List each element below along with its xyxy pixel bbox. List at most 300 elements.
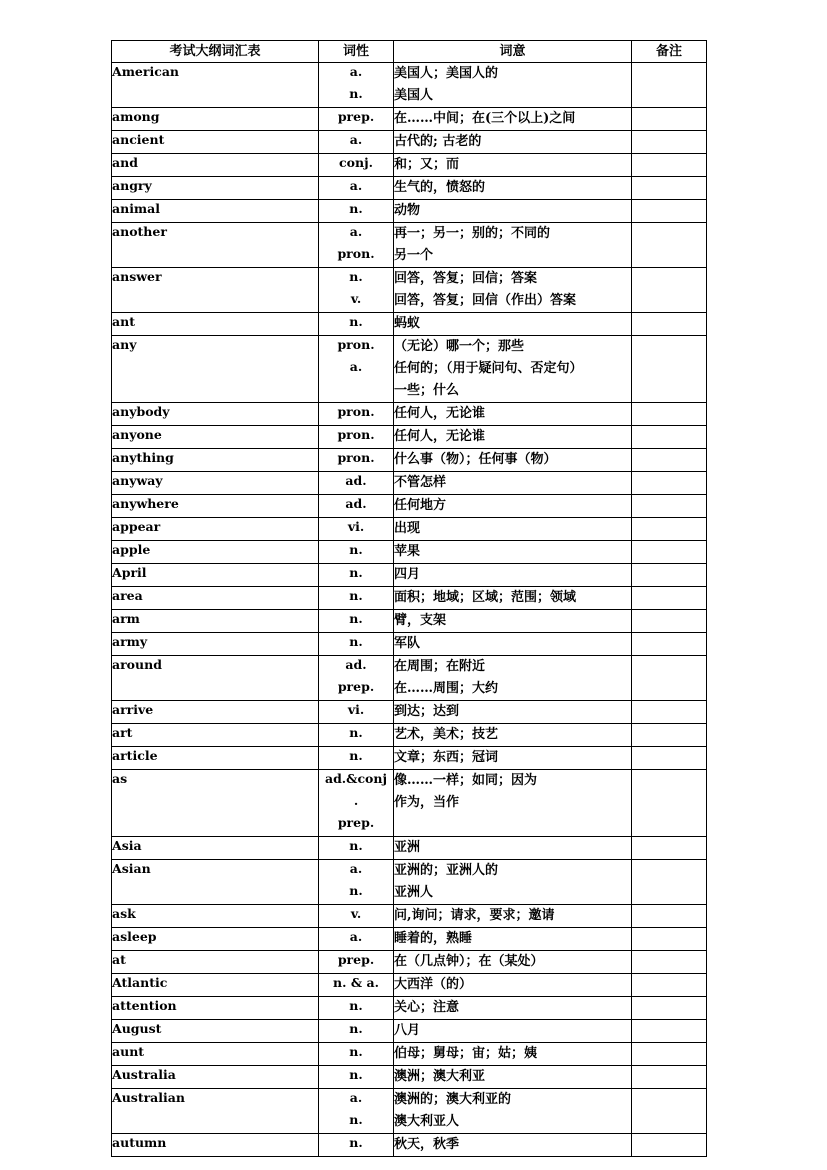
note-cell <box>632 403 707 426</box>
pos-cell <box>319 472 394 495</box>
note-cell <box>632 336 707 403</box>
meaning-text: 面积；地域；区域；范围；领域 <box>394 590 577 605</box>
meaning-text: 亚洲人 <box>394 885 434 900</box>
note-cell <box>632 951 707 974</box>
meaning-cell <box>394 724 632 747</box>
pos-cell <box>319 860 394 905</box>
word-cell <box>112 837 319 860</box>
note-cell <box>632 154 707 177</box>
word-cell <box>112 495 319 518</box>
pos-cell <box>319 770 394 837</box>
meaning-cell <box>394 633 632 656</box>
meaning-text: 回答，答复；回信（作出）答案 <box>394 293 577 308</box>
meaning-cell <box>394 656 632 701</box>
meaning-text: 任何的；（用于疑问句、否定句） <box>394 361 583 376</box>
pos-text: n. <box>349 838 363 853</box>
meaning-text: 美国人 <box>394 88 434 103</box>
word-text: Australia <box>112 1067 176 1082</box>
pos-text: n. <box>349 269 363 284</box>
pos-text: n. <box>349 1135 363 1150</box>
meaning-text: 澳大利亚人 <box>394 1114 460 1129</box>
pos-text: n. <box>349 86 363 101</box>
table-row <box>112 1089 707 1134</box>
table-row <box>112 63 707 108</box>
meaning-cell <box>394 928 632 951</box>
meaning-cell <box>394 1043 632 1066</box>
word-text: at <box>112 952 126 967</box>
table-row <box>112 336 707 403</box>
pos-text: pron. <box>337 246 375 261</box>
word-text: arm <box>112 611 140 626</box>
pos-cell <box>319 837 394 860</box>
word-cell <box>112 997 319 1020</box>
note-cell <box>632 518 707 541</box>
pos-text: prep. <box>337 109 375 124</box>
table-row <box>112 154 707 177</box>
note-cell <box>632 837 707 860</box>
meaning-cell <box>394 63 632 108</box>
pos-cell <box>319 313 394 336</box>
meaning-text: 再一；另一；别的；不同的 <box>394 226 551 241</box>
word-text: animal <box>112 201 161 216</box>
meaning-cell <box>394 587 632 610</box>
word-text: around <box>112 657 162 672</box>
pos-cell <box>319 564 394 587</box>
word-cell <box>112 951 319 974</box>
pos-cell <box>319 541 394 564</box>
note-cell <box>632 449 707 472</box>
note-cell <box>632 724 707 747</box>
meaning-cell <box>394 747 632 770</box>
pos-cell <box>319 449 394 472</box>
meaning-cell <box>394 860 632 905</box>
word-cell <box>112 200 319 223</box>
pos-text: pron. <box>337 337 375 352</box>
meaning-cell <box>394 1020 632 1043</box>
word-cell <box>112 403 319 426</box>
meaning-text: 和；又；而 <box>394 157 460 172</box>
meaning-text: 在……周围；大约 <box>394 681 499 696</box>
word-text: army <box>112 634 148 649</box>
pos-text: n. <box>349 634 363 649</box>
pos-cell <box>319 426 394 449</box>
meaning-cell <box>394 610 632 633</box>
pos-text: ad. <box>345 473 367 488</box>
pos-text: prep. <box>337 679 375 694</box>
pos-cell <box>319 268 394 313</box>
pos-text: n. <box>349 1112 363 1127</box>
pos-cell <box>319 656 394 701</box>
meaning-text: 一些；什么 <box>394 383 460 398</box>
meaning-cell <box>394 154 632 177</box>
meaning-text: 古代的; 古老的 <box>394 134 482 149</box>
table-row <box>112 633 707 656</box>
note-cell <box>632 610 707 633</box>
pos-cell <box>319 177 394 200</box>
meaning-text <box>394 814 631 836</box>
pos-cell <box>319 951 394 974</box>
word-text: Atlantic <box>112 975 168 990</box>
table-row <box>112 518 707 541</box>
word-text: any <box>112 337 137 352</box>
word-text: anything <box>112 450 174 465</box>
pos-text: a. <box>349 1090 363 1105</box>
pos-text: a. <box>349 132 363 147</box>
pos-text: n. <box>349 201 363 216</box>
word-text: Asia <box>112 838 142 853</box>
pos-text: pron. <box>337 404 375 419</box>
meaning-cell <box>394 472 632 495</box>
pos-text: prep. <box>337 952 375 967</box>
table-row <box>112 610 707 633</box>
note-cell <box>632 701 707 724</box>
word-text: April <box>112 565 147 580</box>
pos-cell <box>319 108 394 131</box>
word-text: area <box>112 588 143 603</box>
table-row <box>112 1134 707 1157</box>
word-text: aunt <box>112 1044 145 1059</box>
meaning-text: 蚂蚁 <box>394 316 421 331</box>
header-pos: 词性 <box>319 41 394 63</box>
word-text: attention <box>112 998 177 1013</box>
meaning-text: 澳洲的；澳大利亚的 <box>394 1092 512 1107</box>
meaning-cell <box>394 426 632 449</box>
table-row <box>112 997 707 1020</box>
table-row <box>112 860 707 905</box>
word-cell <box>112 974 319 997</box>
word-text: August <box>112 1021 162 1036</box>
meaning-cell <box>394 336 632 403</box>
table-row <box>112 313 707 336</box>
note-cell <box>632 108 707 131</box>
pos-cell <box>319 518 394 541</box>
pos-text: v. <box>350 291 362 306</box>
note-cell <box>632 905 707 928</box>
word-cell <box>112 564 319 587</box>
meaning-cell <box>394 403 632 426</box>
table-row <box>112 770 707 837</box>
word-text: apple <box>112 542 151 557</box>
word-text: anyway <box>112 473 163 488</box>
meaning-text: 文章；东西；冠词 <box>394 750 499 765</box>
meaning-text: 任何人，无论谁 <box>394 429 486 444</box>
word-cell <box>112 1043 319 1066</box>
meaning-text: 不管怎样 <box>394 475 447 490</box>
note-cell <box>632 541 707 564</box>
meaning-text: 任何人，无论谁 <box>394 406 486 421</box>
word-cell <box>112 268 319 313</box>
pos-text: n. <box>349 611 363 626</box>
meaning-text: 生气的，愤怒的 <box>394 180 486 195</box>
table-row <box>112 268 707 313</box>
word-cell <box>112 541 319 564</box>
meaning-text: 作为，当作 <box>394 795 460 810</box>
pos-text: ad. <box>345 496 367 511</box>
pos-text: n. <box>349 542 363 557</box>
meaning-text: 在……中间；在(三个以上)之间 <box>394 111 576 126</box>
table-row <box>112 724 707 747</box>
pos-text: n. <box>349 1021 363 1036</box>
pos-text: v. <box>350 906 362 921</box>
word-text: Asian <box>112 861 151 876</box>
table-row <box>112 974 707 997</box>
note-cell <box>632 587 707 610</box>
meaning-text: 亚洲 <box>394 840 421 855</box>
meaning-cell <box>394 974 632 997</box>
pos-cell <box>319 701 394 724</box>
meaning-text: 在周围；在附近 <box>394 659 486 674</box>
note-cell <box>632 974 707 997</box>
note-cell <box>632 200 707 223</box>
word-text: anybody <box>112 404 170 419</box>
pos-cell <box>319 1089 394 1134</box>
table-row <box>112 403 707 426</box>
note-cell <box>632 770 707 837</box>
pos-text: a. <box>349 224 363 239</box>
meaning-text: 亚洲的；亚洲人的 <box>394 863 499 878</box>
pos-text: n. <box>349 725 363 740</box>
word-text: and <box>112 155 138 170</box>
table-row <box>112 200 707 223</box>
meaning-cell <box>394 495 632 518</box>
word-text: Australian <box>112 1090 185 1105</box>
pos-cell <box>319 1066 394 1089</box>
pos-cell <box>319 997 394 1020</box>
pos-cell <box>319 403 394 426</box>
meaning-cell <box>394 108 632 131</box>
table-row <box>112 951 707 974</box>
word-cell <box>112 747 319 770</box>
note-cell <box>632 564 707 587</box>
pos-text: n. <box>349 883 363 898</box>
word-text: as <box>112 771 128 786</box>
pos-cell <box>319 974 394 997</box>
table-row <box>112 223 707 268</box>
meaning-text: 大西洋（的） <box>394 977 473 992</box>
word-cell <box>112 928 319 951</box>
word-cell <box>112 770 319 837</box>
meaning-cell <box>394 223 632 268</box>
table-row <box>112 701 707 724</box>
table-row <box>112 1043 707 1066</box>
table-row <box>112 541 707 564</box>
meaning-text: 臂，支架 <box>394 613 447 628</box>
word-text: among <box>112 109 160 124</box>
meaning-text: 四月 <box>394 567 421 582</box>
meaning-cell <box>394 701 632 724</box>
pos-text: n. <box>349 565 363 580</box>
pos-text: a. <box>349 861 363 876</box>
pos-cell <box>319 154 394 177</box>
meaning-text: 关心；注意 <box>394 1000 460 1015</box>
word-text: angry <box>112 178 152 193</box>
meaning-cell <box>394 268 632 313</box>
meaning-cell <box>394 131 632 154</box>
meaning-cell <box>394 770 632 837</box>
table-row <box>112 564 707 587</box>
note-cell <box>632 426 707 449</box>
meaning-text: 美国人；美国人的 <box>394 66 499 81</box>
table-row <box>112 495 707 518</box>
meaning-text: 任何地方 <box>394 498 447 513</box>
table-row <box>112 747 707 770</box>
table-row <box>112 1066 707 1089</box>
pos-text: ad. <box>345 657 367 672</box>
meaning-text: 回答，答复；回信；答案 <box>394 271 538 286</box>
meaning-text: 军队 <box>394 636 421 651</box>
pos-text: pron. <box>337 450 375 465</box>
pos-cell <box>319 610 394 633</box>
word-cell <box>112 633 319 656</box>
meaning-text: 像……一样；如同；因为 <box>394 773 538 788</box>
word-text: art <box>112 725 133 740</box>
pos-text: n. <box>349 998 363 1013</box>
word-cell <box>112 108 319 131</box>
meaning-cell <box>394 564 632 587</box>
pos-text: a. <box>349 929 363 944</box>
pos-cell <box>319 1134 394 1157</box>
word-cell <box>112 1066 319 1089</box>
pos-text: vi. <box>347 702 365 717</box>
table-row <box>112 449 707 472</box>
meaning-text: 八月 <box>394 1023 421 1038</box>
meaning-text: 什么事（物）；任何事（物） <box>394 452 557 467</box>
pos-cell <box>319 200 394 223</box>
meaning-text: 伯母；舅母；宙；姑；姨 <box>394 1046 538 1061</box>
word-cell <box>112 701 319 724</box>
pos-cell <box>319 63 394 108</box>
word-text: anyone <box>112 427 162 442</box>
meaning-cell <box>394 1066 632 1089</box>
word-text: asleep <box>112 929 157 944</box>
note-cell <box>632 63 707 108</box>
meaning-text: 苹果 <box>394 544 421 559</box>
meaning-cell <box>394 837 632 860</box>
word-text: autumn <box>112 1135 167 1150</box>
note-cell <box>632 495 707 518</box>
word-cell <box>112 223 319 268</box>
word-text: answer <box>112 269 162 284</box>
note-cell <box>632 313 707 336</box>
word-text: another <box>112 224 167 239</box>
note-cell <box>632 633 707 656</box>
pos-cell <box>319 1043 394 1066</box>
pos-text: a. <box>349 64 363 79</box>
pos-cell <box>319 905 394 928</box>
table-row <box>112 426 707 449</box>
word-cell <box>112 1134 319 1157</box>
note-cell <box>632 223 707 268</box>
vocabulary-table <box>111 40 707 1157</box>
meaning-text: 秋天，秋季 <box>394 1137 460 1152</box>
word-cell <box>112 449 319 472</box>
meaning-text: 在（几点钟）；在（某处） <box>394 954 544 969</box>
meaning-cell <box>394 905 632 928</box>
table-row <box>112 656 707 701</box>
meaning-cell <box>394 951 632 974</box>
meaning-cell <box>394 997 632 1020</box>
note-cell <box>632 1134 707 1157</box>
table-row <box>112 905 707 928</box>
meaning-text: （无论）哪一个；那些 <box>394 339 525 354</box>
pos-cell <box>319 724 394 747</box>
pos-text: a. <box>349 178 363 193</box>
word-cell <box>112 426 319 449</box>
word-cell <box>112 63 319 108</box>
pos-text: pron. <box>337 427 375 442</box>
meaning-text: 澳洲；澳大利亚 <box>394 1069 486 1084</box>
meaning-cell <box>394 313 632 336</box>
header-word: 考试大纲词汇表 <box>112 41 319 63</box>
meaning-text: 到达；达到 <box>394 704 460 719</box>
meaning-text: 艺术，美术；技艺 <box>394 727 499 742</box>
note-cell <box>632 997 707 1020</box>
word-text: arrive <box>112 702 154 717</box>
header-note: 备注 <box>632 41 707 63</box>
word-cell <box>112 313 319 336</box>
note-cell <box>632 656 707 701</box>
note-cell <box>632 1020 707 1043</box>
meaning-cell <box>394 200 632 223</box>
pos-cell <box>319 1020 394 1043</box>
table-row <box>112 131 707 154</box>
word-cell <box>112 154 319 177</box>
pos-cell <box>319 336 394 403</box>
pos-cell <box>319 587 394 610</box>
meaning-text: 睡着的，熟睡 <box>394 931 473 946</box>
word-text: ancient <box>112 132 165 147</box>
word-cell <box>112 472 319 495</box>
pos-text: n. <box>349 1044 363 1059</box>
word-cell <box>112 905 319 928</box>
pos-text: n. <box>349 588 363 603</box>
meaning-text: 问,询问；请求，要求；邀请 <box>394 908 555 923</box>
pos-text: conj. <box>339 155 373 170</box>
pos-cell <box>319 223 394 268</box>
note-cell <box>632 747 707 770</box>
table-row <box>112 177 707 200</box>
word-cell <box>112 724 319 747</box>
note-cell <box>632 928 707 951</box>
pos-text: n. <box>349 1067 363 1082</box>
meaning-text: 另一个 <box>394 248 434 263</box>
word-cell <box>112 860 319 905</box>
pos-cell <box>319 495 394 518</box>
note-cell <box>632 860 707 905</box>
word-cell <box>112 1089 319 1134</box>
meaning-text: 出现 <box>394 521 421 536</box>
header-meaning: 词意 <box>394 41 632 63</box>
note-cell <box>632 177 707 200</box>
word-cell <box>112 656 319 701</box>
pos-text: a. <box>349 359 363 374</box>
pos-text: prep. <box>337 815 375 830</box>
table-row <box>112 837 707 860</box>
note-cell <box>632 1043 707 1066</box>
word-cell <box>112 336 319 403</box>
word-cell <box>112 610 319 633</box>
pos-text: n. & a. <box>333 975 379 990</box>
pos-cell <box>319 131 394 154</box>
header-row <box>112 41 707 63</box>
meaning-cell <box>394 449 632 472</box>
pos-cell <box>319 928 394 951</box>
pos-text: vi. <box>347 519 365 534</box>
word-cell <box>112 177 319 200</box>
word-cell <box>112 131 319 154</box>
word-text: ask <box>112 906 136 921</box>
table-row <box>112 587 707 610</box>
